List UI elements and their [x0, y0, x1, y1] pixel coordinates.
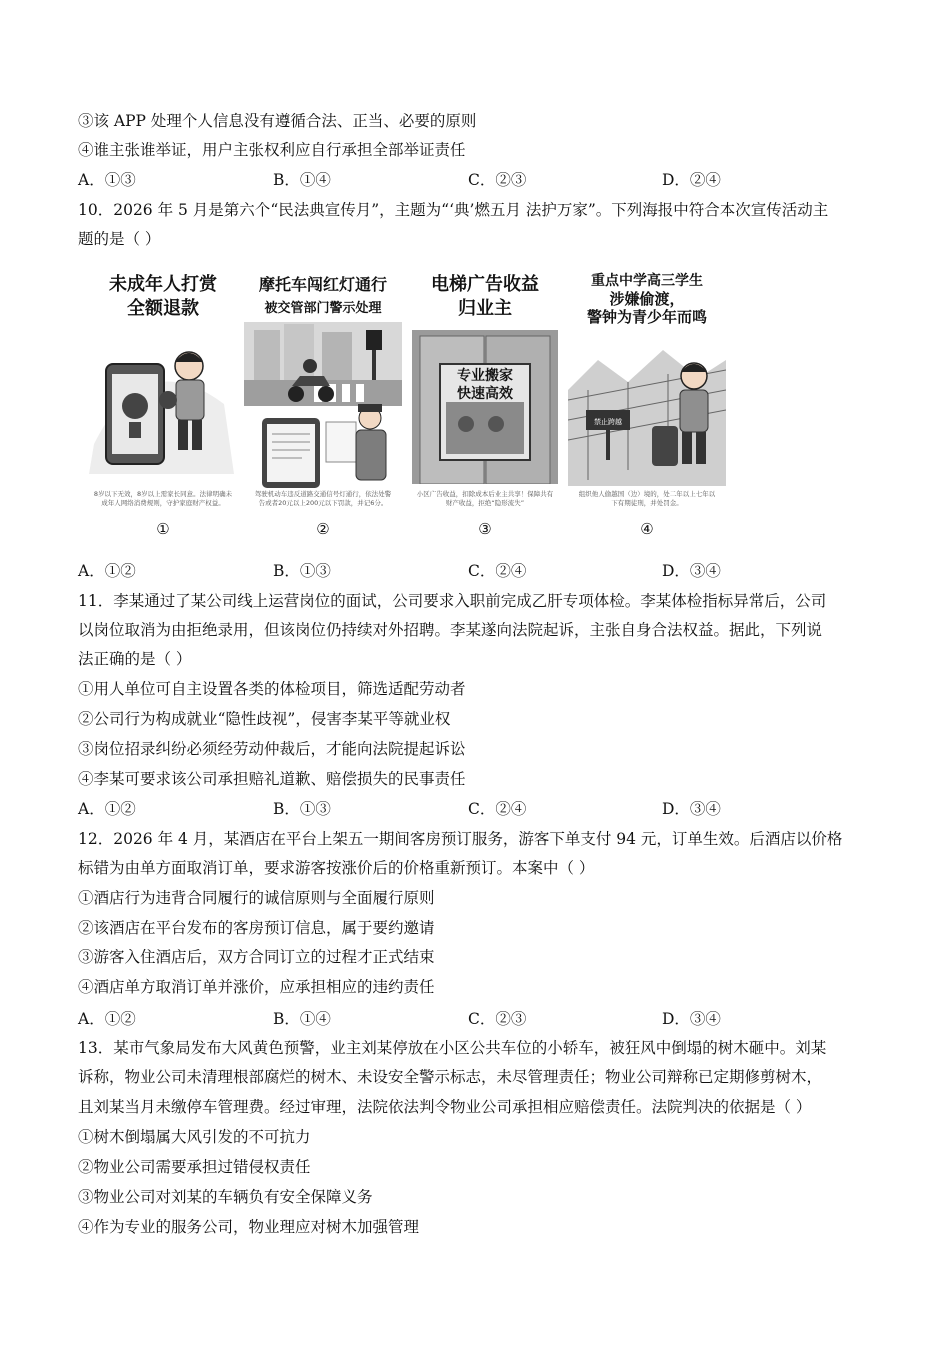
q12-option-a: A．①②	[78, 1010, 136, 1028]
q10-option-b: B．①③	[273, 562, 331, 580]
poster-3	[406, 268, 564, 516]
poster-3-title-line-1: 电梯广告收益	[431, 274, 539, 295]
q11-option-c: C．②④	[468, 800, 527, 818]
q11-option-d: D．③④	[662, 800, 721, 818]
poster-3-board-line-2: 快速高效	[457, 386, 513, 402]
poster-4-illustration	[568, 330, 726, 486]
q11-option-b: B．①③	[273, 800, 331, 818]
q9-statement-3: ③该 APP 处理个人信息没有遵循合法、正当、必要的原则	[78, 112, 477, 130]
poster-1-caption: 8岁以下无效，8岁以上需家长同意。法律明确未成年人网络消费规则，守护家庭财产权益。	[93, 490, 233, 507]
q10-option-c: C．②④	[468, 562, 527, 580]
poster-2-title-line-2: 被交管部门警示处理	[264, 301, 382, 316]
q11-statement-3: ③岗位招录纠纷必须经劳动仲裁后，才能向法院提起诉讼	[78, 740, 466, 758]
poster-3-title-line-2: 归业主	[458, 298, 512, 319]
poster-4-title-line-1: 重点中学高三学生	[591, 273, 703, 289]
q11-statement-1: ①用人单位可自主设置各类的体检项目，筛选适配劳动者	[78, 680, 466, 698]
poster-1-title-line-2: 全额退款	[127, 298, 199, 319]
q9-options	[78, 169, 878, 191]
q11-statement-2: ②公司行为构成就业“隐性歧视”，侵害李某平等就业权	[78, 710, 451, 728]
q9-option-a: A．①③	[78, 171, 136, 189]
q12-statement-1: ①酒店行为违背合同履行的诚信原则与全面履行原则	[78, 889, 435, 907]
q9-statement-4: ④谁主张谁举证，用户主张权利应自行承担全部举证责任	[78, 141, 466, 159]
q11-option-a: A．①②	[78, 800, 136, 818]
poster-3-board-line-1: 专业搬家	[457, 368, 513, 384]
poster-4-title-line-3: 警钟为青少年而鸣	[586, 308, 707, 326]
poster-1-title-line-1: 未成年人打赏	[109, 274, 217, 295]
q12-option-d: D．③④	[662, 1010, 721, 1028]
q12-option-c: C．②③	[468, 1010, 527, 1028]
poster-2-title-line-1: 摩托车闯红灯通行	[258, 275, 387, 294]
q12-option-b: B．①④	[273, 1010, 331, 1028]
q12-stem-line-1: 12．2026 年 4 月，某酒店在平台上架五一期间客房预订服务，游客下单支付 94 元，订单生效。后酒店以价格	[78, 830, 843, 848]
q11-options	[78, 798, 878, 820]
poster-1-illustration	[84, 324, 242, 484]
q13-stem-line-1: 13．某市气象局发布大风黄色预警，业主刘某停放在小区公共车位的小轿车，被狂风中倒塌的树木砸中。刘某	[78, 1039, 827, 1057]
q13-stem-line-3: 且刘某当月未缴停车管理费。经过审理，法院依法判令物业公司承担相应赔偿责任。法院判决的依据是（ ）	[78, 1098, 812, 1116]
q11-statement-4: ④李某可要求该公司承担赔礼道歉、赔偿损失的民事责任	[78, 770, 466, 788]
poster-2	[244, 268, 402, 516]
q13-statement-1: ①树木倒塌属大风引发的不可抗力	[78, 1128, 311, 1146]
poster-3-caption: 小区广告收益，扣除成本后业主共享！保障共有财产收益，拒绝“隐形流失”	[416, 490, 554, 507]
poster-3-number: ③	[478, 520, 492, 538]
q12-statement-2: ②该酒店在平台发布的客房预订信息，属于要约邀请	[78, 919, 435, 937]
poster-strip	[84, 268, 728, 546]
poster-1-number: ①	[156, 520, 170, 538]
poster-4-number: ④	[640, 520, 654, 538]
q10-stem-line-1: 10．2026 年 5 月是第六个“民法典宣传月”，主题为“‘典’燃五月 法护万家”。下列海报中符合本次宣传活动主	[78, 201, 829, 219]
q10-option-a: A．①②	[78, 562, 136, 580]
poster-2-caption: 驾驶机动车违反道路交通信号灯通行，依法处警告或者20元以上200元以下罚款，并记6分。	[254, 490, 392, 507]
q12-stem-line-2: 标错为由单方面取消订单，要求游客按涨价后的价格重新预订。本案中（ ）	[78, 859, 595, 877]
poster-2-illustration	[244, 322, 402, 488]
poster-4-caption: 组织他人偷越国（边）境的，处二年以上七年以下有期徒刑，并处罚金。	[578, 490, 716, 507]
poster-4-sign: 禁止跨越	[594, 418, 622, 426]
poster-4	[568, 268, 726, 516]
poster-2-number: ②	[316, 520, 330, 538]
q11-stem-line-2: 以岗位取消为由拒绝录用，但该岗位仍持续对外招聘。李某遂向法院起诉，主张自身合法权益。据此，下列说	[78, 621, 823, 639]
q12-options	[78, 1008, 878, 1030]
q9-option-b: B．①④	[273, 171, 331, 189]
q13-statement-3: ③物业公司对刘某的车辆负有安全保障义务	[78, 1188, 373, 1206]
q12-statement-4: ④酒店单方取消订单并涨价，应承担相应的违约责任	[78, 978, 435, 996]
poster-4-title-line-2: 涉嫌偷渡，	[609, 290, 685, 308]
q10-options	[78, 560, 878, 582]
q10-option-d: D．③④	[662, 562, 721, 580]
q12-statement-3: ③游客入住酒店后，双方合同订立的过程才正式结束	[78, 948, 435, 966]
poster-1	[84, 268, 242, 516]
q9-option-c: C．②③	[468, 171, 527, 189]
poster-3-illustration	[406, 324, 564, 484]
q9-option-d: D．②④	[662, 171, 721, 189]
q13-stem-line-2: 诉称，物业公司未清理根部腐烂的树木、未设安全警示标志，未尽管理责任；物业公司辩称已定期修剪树木，	[78, 1068, 823, 1086]
q11-stem-line-1: 11．李某通过了某公司线上运营岗位的面试，公司要求入职前完成乙肝专项体检。李某体检指标异常后，公司	[78, 592, 827, 610]
q13-statement-4: ④作为专业的服务公司，物业理应对树木加强管理	[78, 1218, 420, 1236]
q11-stem-line-3: 法正确的是（ ）	[78, 650, 192, 668]
q10-stem-line-2: 题的是（ ）	[78, 230, 161, 248]
q13-statement-2: ②物业公司需要承担过错侵权责任	[78, 1158, 311, 1176]
